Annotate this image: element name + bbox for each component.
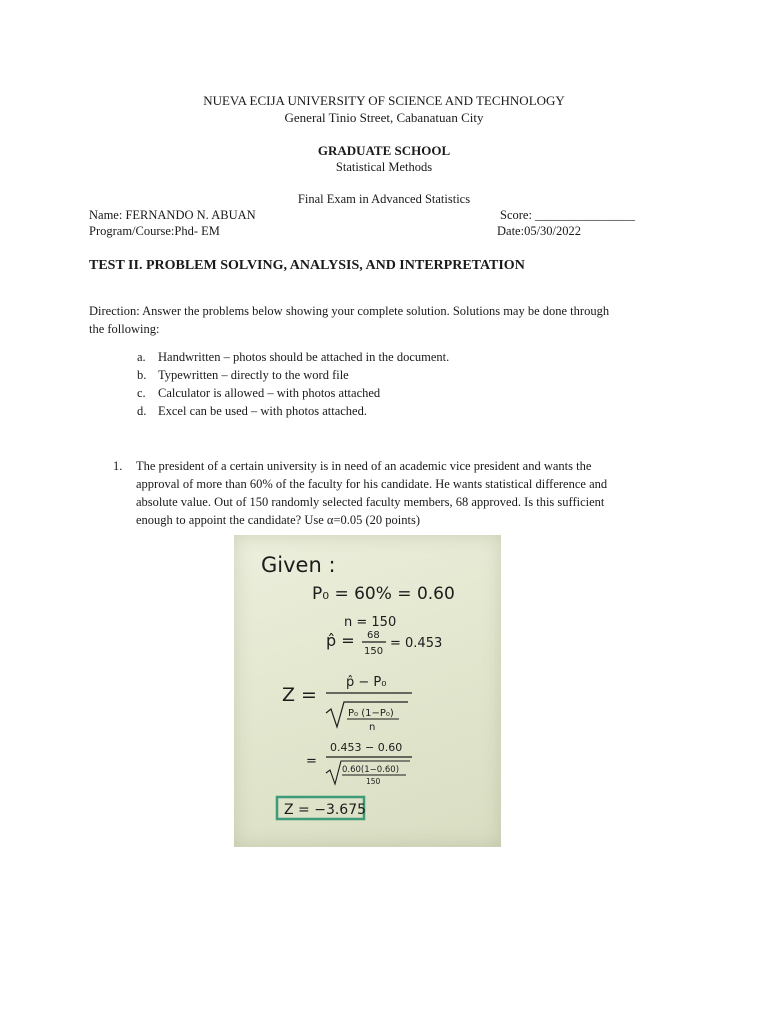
program-course: Program/Course:Phd- EM xyxy=(89,224,220,238)
hw-frac-den: 150 xyxy=(364,646,384,657)
problem-number: 1. xyxy=(113,459,123,473)
hw-formula-num: p̂ − P₀ xyxy=(346,675,387,690)
hw-z-label: Z = xyxy=(282,684,317,706)
option-marker: c. xyxy=(137,386,146,400)
hw-sub-den-top: 0.60(1−0.60) xyxy=(342,765,400,775)
option-text: Excel can be used – with photos attached. xyxy=(158,404,367,418)
exam-title: Final Exam in Advanced Statistics xyxy=(297,192,471,206)
direction-line-1: Direction: Answer the problems below showing your complete solution. Solutions may be done through xyxy=(89,304,610,318)
hw-n-line: n = 150 xyxy=(344,615,397,630)
option-text: Calculator is allowed – with photos attached xyxy=(158,386,381,400)
hw-phat-value: = 0.453 xyxy=(390,636,443,651)
problem-line-2: approval of more than 60% of the faculty for his candidate. He wants statistical difference and xyxy=(136,477,608,491)
direction-line-2: the following: xyxy=(89,322,160,336)
handwritten-solution-photo xyxy=(234,535,501,847)
option-marker: d. xyxy=(137,404,147,418)
option-text: Typewritten – directly to the word file xyxy=(158,368,349,382)
hw-phat-label: p̂ = xyxy=(326,631,355,650)
option-marker: b. xyxy=(137,368,147,382)
problem-line-1: The president of a certain university is in need of an academic vice president and wants the xyxy=(136,459,592,473)
school-title: GRADUATE SCHOOL xyxy=(317,143,451,158)
option-text: Handwritten – photos should be attached in the document. xyxy=(158,350,450,364)
score-field: Score: ________________ xyxy=(500,208,636,222)
test-heading: TEST II. PROBLEM SOLVING, ANALYSIS, AND INTERPRETATION xyxy=(89,258,525,273)
hw-p0-line: P₀ = 60% = 0.60 xyxy=(312,584,455,604)
problem-line-3: absolute value. Out of 150 randomly selected faculty members, 68 approved. Is this sufficient xyxy=(136,495,605,509)
exam-date: Date:05/30/2022 xyxy=(497,224,582,238)
hw-sub-num: 0.453 − 0.60 xyxy=(330,741,403,754)
hw-eq-sign: = xyxy=(306,754,317,769)
hw-frac-num: 68 xyxy=(367,630,380,641)
hw-formula-den-top: P₀ (1−P₀) xyxy=(348,708,394,719)
hw-formula-den-n: n xyxy=(369,722,376,733)
university-address: General Tinio Street, Cabanatuan City xyxy=(284,110,484,125)
option-marker: a. xyxy=(137,350,146,364)
hw-result: Z = −3.675 xyxy=(284,802,367,818)
university-name: NUEVA ECIJA UNIVERSITY OF SCIENCE AND TECHNOLOGY xyxy=(203,93,565,108)
problem-line-4: enough to appoint the candidate? Use α=0.05 (20 points) xyxy=(136,513,421,527)
hw-sub-den-n: 150 xyxy=(366,777,381,786)
hw-given: Given : xyxy=(261,553,336,577)
course-title: Statistical Methods xyxy=(335,160,433,174)
student-name: Name: FERNANDO N. ABUAN xyxy=(89,208,256,222)
